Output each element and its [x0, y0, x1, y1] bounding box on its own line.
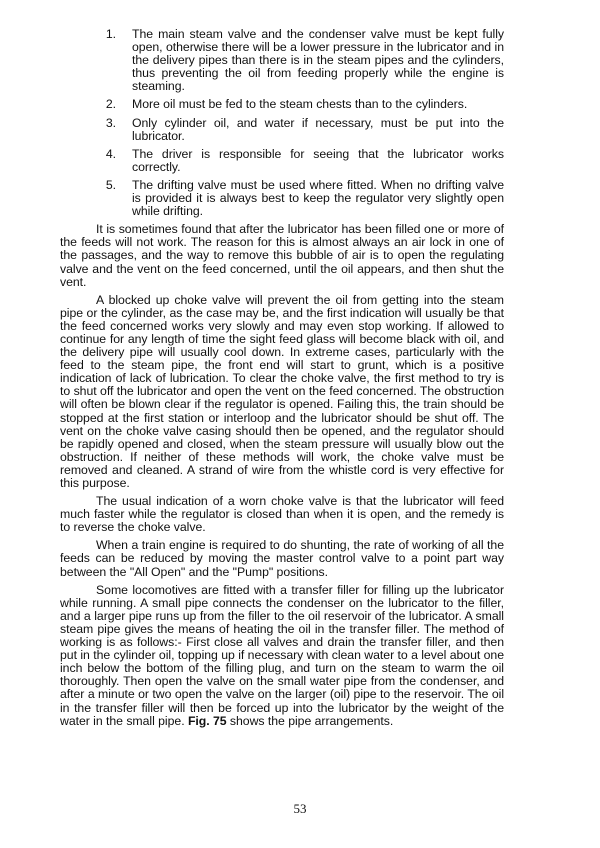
list-item [60, 98, 504, 111]
figure-reference: Fig. 75 [187, 713, 227, 728]
list-item [60, 148, 504, 174]
numbered-list [60, 28, 504, 218]
paragraph-text: shows the pipe arrangements. [226, 713, 394, 728]
page-number: 53 [293, 801, 307, 816]
list-item-number: 4. [105, 146, 116, 161]
page-body [60, 28, 504, 733]
paragraph-air-lock: It is sometimes found that after the lubricator has been filled one or more of the feeds will not work. The reason for this is almost always an air lock in one of the passages, and the way to remove this bubble of air is to open the regulating valve and the vent on the feed concerned, until the oil appears, and then shut the vent. [60, 222, 504, 289]
paragraph-worn-choke-valve: The usual indication of a worn choke valve is that the lubricator will feed much faster while the regulator is closed than when it is open, and the remedy is to reverse the choke valve. [60, 494, 504, 535]
list-item [60, 28, 504, 93]
list-item-text: The main steam valve and the condenser valve must be kept fully open, otherwise there will be a lower pressure in the lubricator and in the delivery pipes than there is in the steam pipes and the cylinders, thus preventing the oil from feeding properly while the engine is steaming. [132, 27, 504, 94]
paragraph-transfer-filler [60, 584, 504, 728]
list-item-number: 3. [105, 115, 116, 130]
list-item-number: 1. [105, 27, 116, 41]
paragraph-shunting: When a train engine is required to do shunting, the rate of working of all the feeds can be reduced by moving the master control valve to a point part way between the "All Open" and the "Pump" positions. [60, 538, 504, 579]
list-item-text: The driver is responsible for seeing that the lubricator works correctly. [132, 146, 504, 174]
paragraph-blocked-choke-valve: A blocked up choke valve will prevent the oil from getting into the steam pipe or the cylinder, as the case may be, and the first indication will usually be that the feed concerned works very slowly and may even stop working. If allowed to continue for any length of time the sight feed glass will become black with oil, and the delivery pipe will usually cool down. In extreme cases, particularly with the feed to the steam pipe, the front end will start to grunt, which is a positive indication of lack of lubrication. To clear the choke valve, the first method to try is to shut off the lubricator and open the vent on the feed concerned. The obstruction will often be blown clear if the regulator is opened. Failing this, the train should be stopped at the first station or interloop and the lubricator should be shut off. The vent on the choke valve casing should then be opened, and the regulator should be rapidly opened and closed, when the steam pressure will usually blow out the obstruction. If neither of these methods will work, the choke valve must be removed and cleaned. A strand of wire from the whistle cord is very effective for this purpose. [60, 292, 504, 490]
list-item-text: More oil must be fed to the steam chests than to the cylinders. [132, 97, 468, 112]
list-item-number: 2. [105, 97, 116, 112]
paragraph-text: Some locomotives are fitted with a transfer filler for filling up the lubricator while running. A small pipe connects the condenser on the lubricator to the filler, and a larger pipe runs up from the filler to the oil reservoir of the lubricator. A small steam pipe gives the means of heating the oil in the transfer filler. The method of working is as follows:- First close all valves and drain the transfer filler, and then put in the cylinder oil, topping up if necessary with clean water to a level about one inch below the bottom of the filling plug, and turn on the steam to warm the oil thoroughly. Then open the valve on the small water pipe from the condenser, and after a minute or two open the valve on the larger (oil) pipe to the reservoir. The oil in the transfer filler will then be forced up into the lubricator by the weight of the water in the small pipe. [60, 582, 504, 728]
list-item-text: Only cylinder oil, and water if necessary, must be put into the lubricator. [132, 115, 504, 143]
list-item-number: 5. [105, 177, 116, 192]
list-item [60, 117, 504, 143]
list-item [60, 179, 504, 218]
list-item-text: The drifting valve must be used where fitted. When no drifting valve is provided it is always best to keep the regulator very slightly open while drifting. [132, 177, 504, 219]
